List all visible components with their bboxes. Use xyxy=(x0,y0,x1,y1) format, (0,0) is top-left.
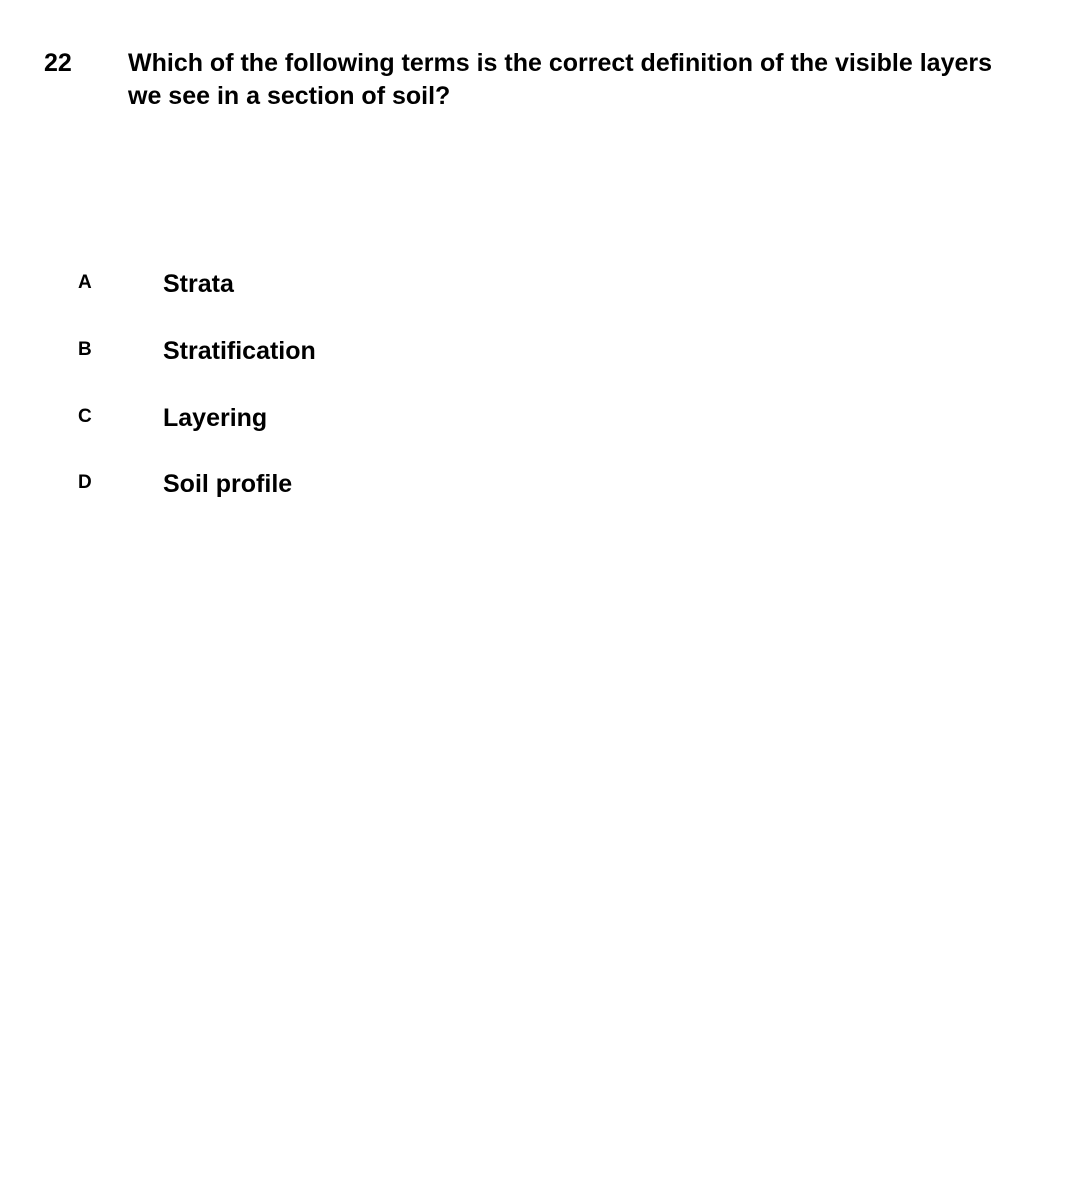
option-text: Stratification xyxy=(163,337,316,365)
option-c[interactable] xyxy=(0,403,1066,443)
option-text: Soil profile xyxy=(163,470,293,498)
option-letter: D xyxy=(78,472,92,493)
option-d[interactable] xyxy=(0,469,1066,509)
option-b[interactable] xyxy=(0,336,1066,376)
option-text: Layering xyxy=(163,404,268,432)
question-text: Which of the following terms is the correct definition of the visible layers we see in a section of soil? xyxy=(128,49,993,110)
option-a[interactable] xyxy=(0,269,1066,309)
option-letter: B xyxy=(78,339,92,360)
option-letter: C xyxy=(78,406,92,427)
option-letter: A xyxy=(78,272,92,293)
question-number: 22 xyxy=(44,49,72,77)
option-text: Strata xyxy=(163,270,234,298)
